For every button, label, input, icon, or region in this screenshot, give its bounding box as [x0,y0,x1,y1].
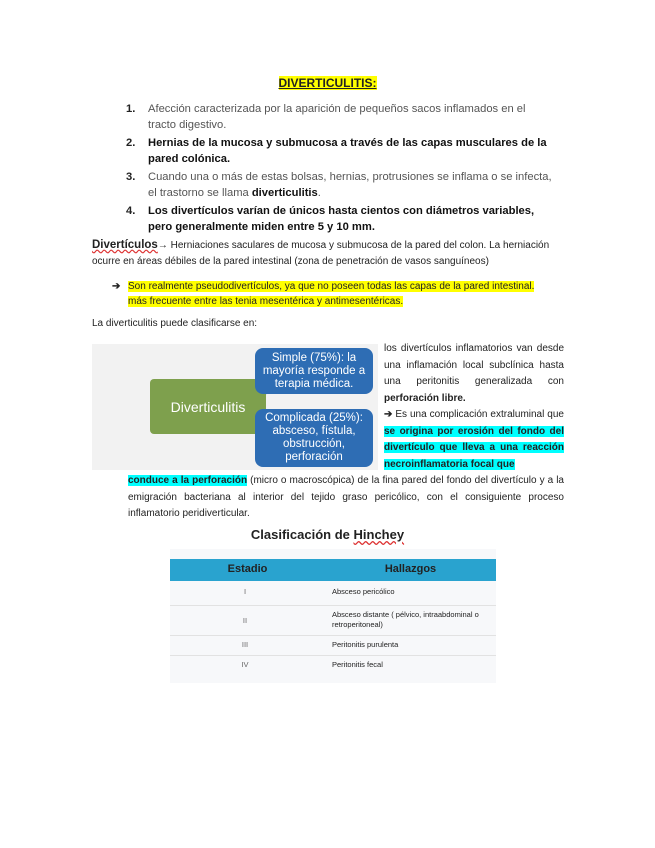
classification-diagram [92,344,378,470]
diagram-complicated-box: Complicada (25%): absceso, fístula, obstrucción, perforación [255,409,373,467]
hinchey-table: Estadio Hallazgos I Absceso pericólico II Absceso distante ( pélvico, intraabdominal o retroperitoneal) III Peritonitis purulenta IV Peritonitis fecal [170,549,496,683]
table-row: IV Peritonitis fecal [170,655,496,660]
hinchey-title: Clasificación de Hinchey [250,527,405,542]
diagram-main-box: Diverticulitis [150,379,266,434]
continued-paragraph: conduce a la perforación (micro o macroscópica) de la fina pared del fondo del divertículo y a la emigración bacteriana al interior del tejido graso pericólico, con el consiguiente proceso inflamatorio peridiverticular. [128,475,564,519]
side-paragraph: los divertículos inflamatorios van desde una inflamación local subclínica hasta una peritonitis generalizada con perforación libre. [384,343,564,404]
highlight-note: ➔ Son realmente pseudodivertículos, ya que no poseen todas las capas de la pared intestinal. más frecuente entre las tenia mesentérica y antimesentéricas. [112,281,535,307]
diagram-simple-box: Simple (75%): la mayoría responde a terapia médica. [255,348,373,394]
arrow-icon: ➔ [112,281,121,292]
arrow-icon: → [157,240,168,251]
table-row: II Absceso distante ( pélvico, intraabdominal o retroperitoneal) [170,605,496,610]
table-header: Estadio Hallazgos [170,559,496,581]
classify-intro: La diverticulitis puede clasificarse en: [92,318,258,329]
list-item: 4. Los divertículos varían de únicos hasta cientos con diámetros variables, pero generalmente miden entre 5 y 10 mm. [126,205,535,233]
side-paragraph-2: ➔ Es una complicación extraluminal que se origina por erosión del fondo del divertículo que lleva a una reacción necroinflamatoria focal que [384,409,564,470]
numbered-list [126,101,556,237]
list-item: 1. Afección caracterizada por la aparición de pequeños sacos inflamados en el tracto digestivo. [126,103,526,131]
arrow-icon: ➔ [384,409,393,420]
table-row: III Peritonitis purulenta [170,635,496,640]
list-item: 2. Hernias de la mucosa y submucosa a través de las capas musculares de la pared colónica. [126,137,547,165]
definition-paragraph: Divertículos→ Herniaciones saculares de mucosa y submucosa de la pared del colon. La herniación ocurre en áreas débiles de la pared intestinal (zona de penetración de vasos sanguíneos) [92,239,550,267]
list-item: 3. Cuando una o más de estas bolsas, hernias, protrusiones se inflama o se infecta, el trastorno se llama diverticulitis. [126,171,552,199]
page-title: DIVERTICULITIS: [278,76,377,90]
